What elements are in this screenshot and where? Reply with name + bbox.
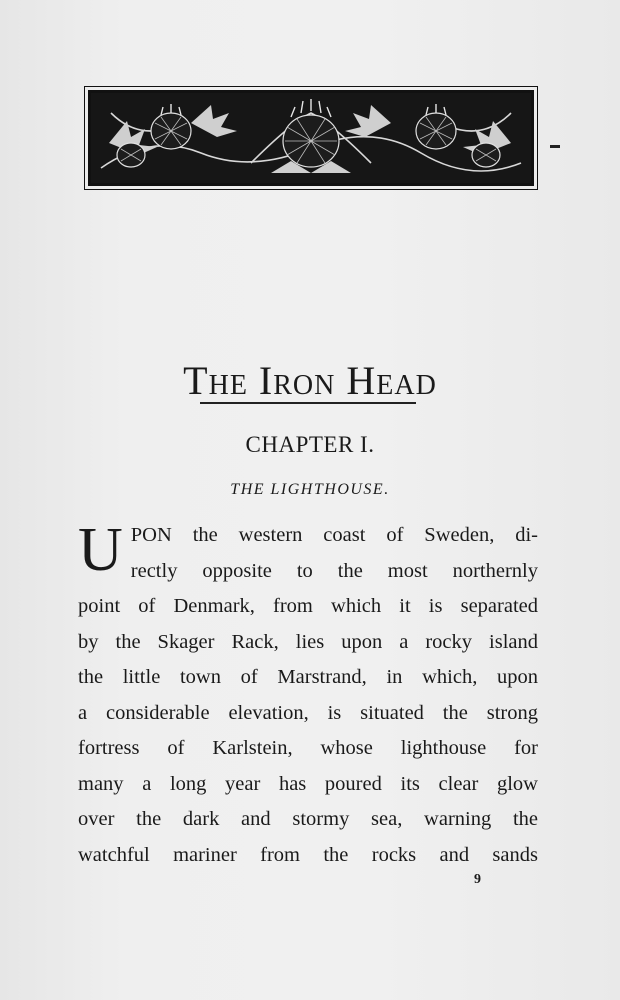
page-number: 9 [474,872,481,887]
text-line: rectly opposite to the most northernly [130,559,538,582]
text-line: watchful mariner from the rocks and sands [78,843,538,866]
text-line: fortress of Karlstein, whose lighthouse for [78,737,538,759]
chapter-heading: CHAPTER I. [245,432,375,457]
text-line: by the Skager Rack, lies upon a rocky island [78,630,538,653]
text-line: PON the western coast of Sweden, di- [130,524,538,546]
thistle-ornament-banner [88,90,534,186]
text-line: many a long year has poured its clear glow [78,772,538,795]
body-text [78,518,538,873]
book-title: The Iron Head [183,357,437,403]
thistle-ornament-icon [91,93,531,183]
drop-cap: U [78,516,123,584]
text-line: over the dark and stormy sea, warning the [78,808,538,830]
print-mark [550,145,560,148]
chapter-subtitle: THE LIGHTHOUSE. [230,481,390,498]
text-line: point of Denmark, from which it is separated [78,595,538,617]
text-line: a considerable elevation, is situated the strong [78,701,538,724]
title-rule [200,402,416,404]
text-line: the little town of Marstrand, in which, upon [78,666,538,688]
